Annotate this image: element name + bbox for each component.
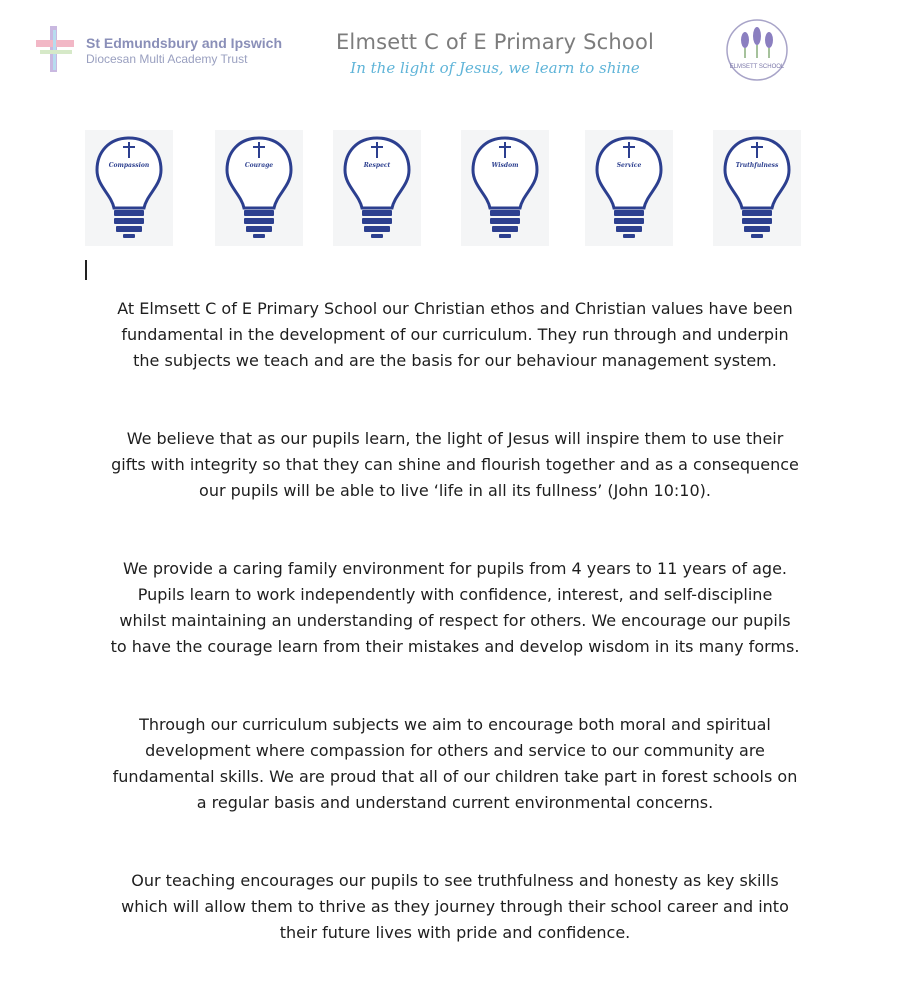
value-label: Compassion xyxy=(108,162,150,169)
trust-logo xyxy=(32,24,302,74)
paragraph-line: whilst maintaining an understanding of respect for others. We encourage our pupils xyxy=(119,611,791,630)
paragraph-line: We provide a caring family environment for pupils from 4 years to 11 years of age. xyxy=(123,559,787,578)
value-label: Service xyxy=(616,162,642,169)
school-name: Elmsett C of E Primary School xyxy=(335,30,655,54)
value-bulb-truthfulness xyxy=(713,130,801,246)
trust-name: St Edmundsbury and Ipswich xyxy=(86,35,283,51)
paragraph-4 xyxy=(70,712,840,816)
lightbulb-icon xyxy=(713,130,801,246)
paragraph-line: which will allow them to thrive as they journey through their school career and into xyxy=(121,897,789,916)
paragraph-line: their future lives with pride and confidence. xyxy=(279,923,631,942)
badge-text: ELMSETT SCHOOL xyxy=(729,64,785,70)
paragraph-line: We believe that as our pupils learn, the light of Jesus will inspire them to use their xyxy=(126,429,784,448)
lightbulb-icon xyxy=(333,130,421,246)
school-motto: In the light of Jesus, we learn to shine xyxy=(350,59,640,77)
lightbulb-icon xyxy=(85,130,173,246)
paragraph-1 xyxy=(70,296,840,374)
paragraph-line: the subjects we teach and are the basis for our behaviour management system. xyxy=(133,351,777,370)
paragraph-line: Through our curriculum subjects we aim to encourage both moral and spiritual xyxy=(139,715,771,734)
ethos-text xyxy=(70,296,840,998)
paragraph-2 xyxy=(70,426,840,504)
paragraph-line: our pupils will be able to live ‘life in all its fullness’ (John 10:10). xyxy=(199,481,711,500)
paragraph-3 xyxy=(70,556,840,660)
cross-logo-icon xyxy=(32,24,78,74)
paragraph-line: At Elmsett C of E Primary School our Christian ethos and Christian values have been xyxy=(117,299,793,318)
lightbulb-icon xyxy=(585,130,673,246)
page-header xyxy=(0,0,900,110)
paragraph-5 xyxy=(70,868,840,946)
lightbulb-icon xyxy=(215,130,303,246)
lightbulb-icon xyxy=(461,130,549,246)
paragraph-line: gifts with integrity so that they can shine and flourish together and as a consequence xyxy=(111,455,799,474)
value-label: Respect xyxy=(363,162,391,169)
value-bulb-respect xyxy=(333,130,421,246)
paragraph-line: development where compassion for others and service to our community are xyxy=(145,741,765,760)
paragraph-line: to have the courage learn from their mistakes and develop wisdom in its many forms. xyxy=(110,637,800,656)
trust-subtitle: Diocesan Multi Academy Trust xyxy=(86,52,248,66)
school-badge-icon xyxy=(725,18,789,82)
paragraph-line: Our teaching encourages our pupils to see truthfulness and honesty as key skills xyxy=(131,871,779,890)
paragraph-line: fundamental skills. We are proud that all of our children take part in forest schools on xyxy=(112,767,798,786)
value-bulb-wisdom xyxy=(461,130,549,246)
value-label: Wisdom xyxy=(491,162,519,169)
values-bulbs-row xyxy=(0,130,900,250)
paragraph-line: Pupils learn to work independently with confidence, interest, and self-discipline xyxy=(137,585,773,604)
value-bulb-compassion xyxy=(85,130,173,246)
paragraph-line: a regular basis and understand current environmental concerns. xyxy=(196,793,714,812)
value-label: Truthfulness xyxy=(735,162,779,169)
value-bulb-courage xyxy=(215,130,303,246)
paragraph-line: fundamental in the development of our curriculum. They run through and underpin xyxy=(121,325,789,344)
text-cursor xyxy=(85,260,87,280)
value-bulb-service xyxy=(585,130,673,246)
value-label: Courage xyxy=(244,162,274,169)
